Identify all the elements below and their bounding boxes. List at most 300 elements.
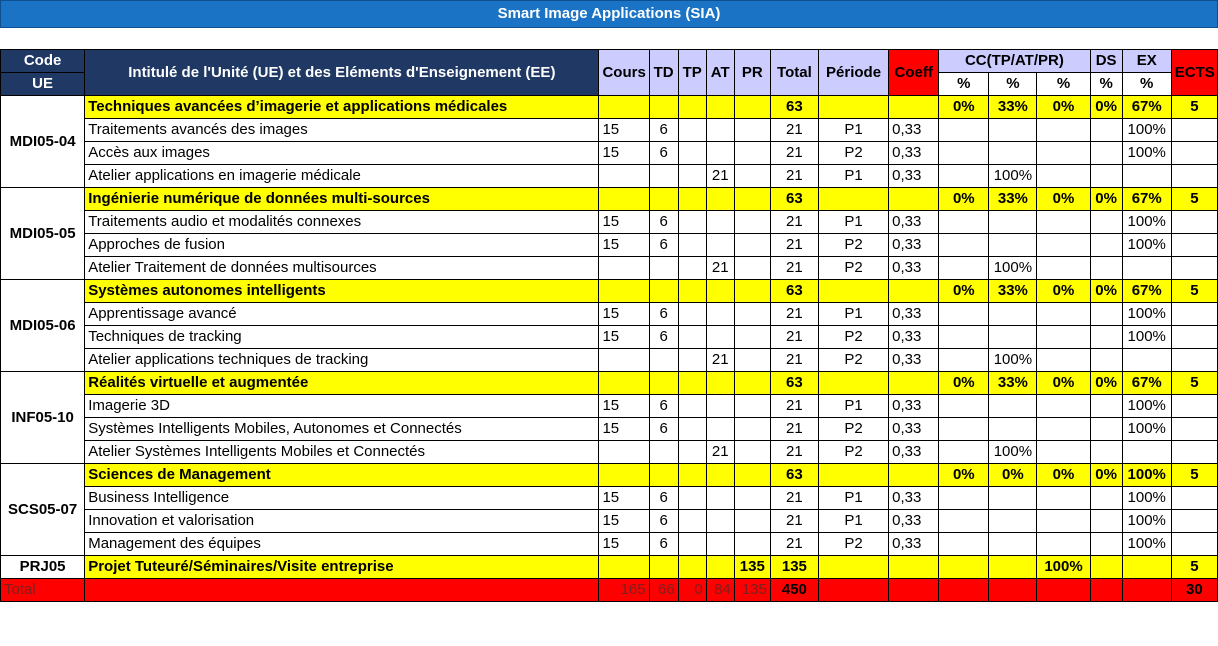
header-intitule: Intitulé de l'Unité (UE) et des Eléments d'Enseignement (EE) — [85, 50, 599, 96]
ee-cc-3 — [1037, 119, 1090, 142]
ee-cours: 15 — [599, 533, 649, 556]
ee-periode: P2 — [818, 257, 888, 280]
project-empty-cell — [889, 556, 939, 579]
header-td: TD — [649, 50, 678, 96]
ue-cc-1: 0% — [939, 372, 989, 395]
ee-row — [1, 165, 1218, 188]
ee-coeff: 0,33 — [889, 326, 939, 349]
ee-ds — [1090, 349, 1122, 372]
ee-cours: 15 — [599, 234, 649, 257]
ee-cc-3 — [1037, 211, 1090, 234]
project-title: Projet Tuteuré/Séminaires/Visite entreprise — [85, 556, 599, 579]
ee-row — [1, 257, 1218, 280]
totals-empty-cell — [1122, 579, 1171, 602]
ee-at — [706, 418, 734, 441]
ue-empty-cell — [649, 372, 678, 395]
ee-ects — [1171, 303, 1217, 326]
ue-empty-cell — [678, 372, 706, 395]
ee-ects — [1171, 533, 1217, 556]
ue-ex: 67% — [1122, 280, 1171, 303]
ee-cc-2 — [989, 487, 1037, 510]
ee-at — [706, 211, 734, 234]
ee-tp — [678, 165, 706, 188]
ue-row — [1, 188, 1218, 211]
ue-total: 63 — [770, 188, 818, 211]
project-code: PRJ05 — [1, 556, 85, 579]
header-ds-pct: % — [1090, 73, 1122, 96]
ue-cc-3: 0% — [1037, 372, 1090, 395]
totals-empty-cell — [1090, 579, 1122, 602]
ee-cc-1 — [939, 441, 989, 464]
ee-cours: 15 — [599, 418, 649, 441]
ee-title: Imagerie 3D — [85, 395, 599, 418]
totals-pr: 135 — [734, 579, 770, 602]
ee-ds — [1090, 487, 1122, 510]
ee-ex: 100% — [1122, 303, 1171, 326]
ee-pr — [734, 211, 770, 234]
ee-cours — [599, 441, 649, 464]
ee-coeff: 0,33 — [889, 395, 939, 418]
totals-label: Total — [1, 579, 85, 602]
ee-ex — [1122, 257, 1171, 280]
header-ex: EX — [1122, 50, 1171, 73]
header-at: AT — [706, 50, 734, 96]
ee-cc-2 — [989, 326, 1037, 349]
ee-td: 6 — [649, 533, 678, 556]
ue-total: 63 — [770, 280, 818, 303]
ee-cc-2 — [989, 234, 1037, 257]
ee-ds — [1090, 418, 1122, 441]
ee-periode: P2 — [818, 441, 888, 464]
ue-cc-2: 33% — [989, 372, 1037, 395]
ue-empty-cell — [649, 96, 678, 119]
ue-code: MDI05-06 — [1, 280, 85, 372]
ue-empty-cell — [818, 280, 888, 303]
ee-at — [706, 510, 734, 533]
ue-ds: 0% — [1090, 464, 1122, 487]
totals-tp: 0 — [678, 579, 706, 602]
project-cc-3: 100% — [1037, 556, 1090, 579]
ee-total: 21 — [770, 234, 818, 257]
ee-total: 21 — [770, 487, 818, 510]
ee-ex: 100% — [1122, 119, 1171, 142]
ee-title: Traitements audio et modalités connexes — [85, 211, 599, 234]
totals-total: 450 — [770, 579, 818, 602]
ee-pr — [734, 326, 770, 349]
ee-tp — [678, 418, 706, 441]
ue-title: Ingénierie numérique de données multi-sources — [85, 188, 599, 211]
ee-at — [706, 326, 734, 349]
ue-total: 63 — [770, 372, 818, 395]
ee-pr — [734, 165, 770, 188]
ue-ds: 0% — [1090, 188, 1122, 211]
ee-periode: P2 — [818, 326, 888, 349]
ee-cours: 15 — [599, 211, 649, 234]
ee-ex — [1122, 441, 1171, 464]
ue-empty-cell — [706, 280, 734, 303]
ue-empty-cell — [889, 96, 939, 119]
ue-empty-cell — [818, 464, 888, 487]
ee-ects — [1171, 418, 1217, 441]
ee-td: 6 — [649, 510, 678, 533]
ee-pr — [734, 487, 770, 510]
ee-cc-3 — [1037, 487, 1090, 510]
header-cc-pct-2: % — [989, 73, 1037, 96]
header-code: Code — [1, 50, 85, 73]
ee-tp — [678, 349, 706, 372]
ee-at: 21 — [706, 349, 734, 372]
ue-ex: 67% — [1122, 188, 1171, 211]
ee-cc-2 — [989, 418, 1037, 441]
ee-coeff: 0,33 — [889, 211, 939, 234]
ee-row — [1, 142, 1218, 165]
ee-total: 21 — [770, 349, 818, 372]
ue-empty-cell — [734, 280, 770, 303]
ee-coeff: 0,33 — [889, 487, 939, 510]
ee-cc-1 — [939, 142, 989, 165]
ee-pr — [734, 533, 770, 556]
project-empty-cell — [939, 556, 989, 579]
ue-empty-cell — [649, 188, 678, 211]
project-empty-cell — [599, 556, 649, 579]
ee-tp — [678, 142, 706, 165]
ee-cc-3 — [1037, 418, 1090, 441]
ee-pr — [734, 234, 770, 257]
ee-coeff: 0,33 — [889, 257, 939, 280]
ee-periode: P1 — [818, 510, 888, 533]
ue-empty-cell — [599, 96, 649, 119]
ue-title: Réalités virtuelle et augmentée — [85, 372, 599, 395]
ee-cc-1 — [939, 119, 989, 142]
ee-pr — [734, 418, 770, 441]
ee-cours: 15 — [599, 142, 649, 165]
ee-ects — [1171, 326, 1217, 349]
ee-coeff: 0,33 — [889, 533, 939, 556]
ee-cc-2 — [989, 510, 1037, 533]
ee-title: Management des équipes — [85, 533, 599, 556]
ue-code: MDI05-04 — [1, 96, 85, 188]
ee-ds — [1090, 510, 1122, 533]
ee-periode: P2 — [818, 142, 888, 165]
ue-ex: 100% — [1122, 464, 1171, 487]
ee-periode: P2 — [818, 418, 888, 441]
ue-ds: 0% — [1090, 96, 1122, 119]
ee-cours — [599, 165, 649, 188]
ee-periode: P2 — [818, 533, 888, 556]
sheet-title: Smart Image Applications (SIA) — [0, 0, 1218, 28]
ue-cc-1: 0% — [939, 464, 989, 487]
ue-code: INF05-10 — [1, 372, 85, 464]
totals-row — [1, 579, 1218, 602]
ee-row — [1, 119, 1218, 142]
ee-td: 6 — [649, 326, 678, 349]
ue-empty-cell — [678, 96, 706, 119]
ee-cc-3 — [1037, 234, 1090, 257]
ee-ects — [1171, 349, 1217, 372]
ee-ex: 100% — [1122, 142, 1171, 165]
header-cc-pct-3: % — [1037, 73, 1090, 96]
totals-at: 84 — [706, 579, 734, 602]
project-total: 135 — [770, 556, 818, 579]
ee-td: 6 — [649, 395, 678, 418]
ue-empty-cell — [649, 280, 678, 303]
ee-title: Atelier Traitement de données multisources — [85, 257, 599, 280]
ee-cc-2 — [989, 211, 1037, 234]
ee-cc-3 — [1037, 326, 1090, 349]
ee-cc-2 — [989, 533, 1037, 556]
ee-cours: 15 — [599, 326, 649, 349]
project-empty-cell — [649, 556, 678, 579]
ee-cc-1 — [939, 257, 989, 280]
ee-tp — [678, 533, 706, 556]
ue-empty-cell — [599, 188, 649, 211]
project-ects: 5 — [1171, 556, 1217, 579]
ee-periode: P2 — [818, 234, 888, 257]
ee-total: 21 — [770, 142, 818, 165]
ue-empty-cell — [889, 464, 939, 487]
header-total: Total — [770, 50, 818, 96]
ee-at: 21 — [706, 257, 734, 280]
ee-cc-1 — [939, 349, 989, 372]
ee-total: 21 — [770, 441, 818, 464]
ee-title: Systèmes Intelligents Mobiles, Autonomes et Connectés — [85, 418, 599, 441]
ee-ex: 100% — [1122, 533, 1171, 556]
header-cc-pct-1: % — [939, 73, 989, 96]
ee-total: 21 — [770, 257, 818, 280]
ee-ds — [1090, 165, 1122, 188]
ee-cc-3 — [1037, 395, 1090, 418]
ee-periode: P1 — [818, 487, 888, 510]
ue-empty-cell — [706, 372, 734, 395]
ee-cc-3 — [1037, 510, 1090, 533]
project-empty-cell — [818, 556, 888, 579]
ee-ects — [1171, 257, 1217, 280]
ee-ds — [1090, 257, 1122, 280]
totals-ects: 30 — [1171, 579, 1217, 602]
ee-ects — [1171, 395, 1217, 418]
ee-total: 21 — [770, 418, 818, 441]
ee-ects — [1171, 441, 1217, 464]
curriculum-table — [0, 49, 1218, 602]
ee-row — [1, 418, 1218, 441]
totals-cours: 165 — [599, 579, 649, 602]
ue-row — [1, 464, 1218, 487]
ee-title: Atelier applications en imagerie médicale — [85, 165, 599, 188]
ee-ds — [1090, 142, 1122, 165]
ee-at — [706, 303, 734, 326]
ue-ds: 0% — [1090, 372, 1122, 395]
ue-cc-3: 0% — [1037, 464, 1090, 487]
ee-coeff: 0,33 — [889, 234, 939, 257]
ee-cc-2 — [989, 303, 1037, 326]
ee-row — [1, 487, 1218, 510]
ee-ex: 100% — [1122, 234, 1171, 257]
ee-td: 6 — [649, 418, 678, 441]
ee-cc-1 — [939, 418, 989, 441]
ee-td: 6 — [649, 303, 678, 326]
ee-periode: P1 — [818, 303, 888, 326]
totals-empty-cell — [818, 579, 888, 602]
ee-coeff: 0,33 — [889, 303, 939, 326]
project-empty-cell — [1122, 556, 1171, 579]
totals-empty-cell — [989, 579, 1037, 602]
spacer-row — [0, 27, 1218, 50]
ee-cc-1 — [939, 303, 989, 326]
ee-at — [706, 119, 734, 142]
ee-cc-2: 100% — [989, 165, 1037, 188]
ue-cc-1: 0% — [939, 280, 989, 303]
ee-title: Atelier Systèmes Intelligents Mobiles et Connectés — [85, 441, 599, 464]
ee-periode: P1 — [818, 395, 888, 418]
ee-cc-1 — [939, 487, 989, 510]
ue-ects: 5 — [1171, 372, 1217, 395]
ue-title: Sciences de Management — [85, 464, 599, 487]
ee-coeff: 0,33 — [889, 165, 939, 188]
ue-cc-3: 0% — [1037, 280, 1090, 303]
ee-coeff: 0,33 — [889, 418, 939, 441]
ee-row — [1, 395, 1218, 418]
ee-ex: 100% — [1122, 326, 1171, 349]
ee-periode: P1 — [818, 165, 888, 188]
ee-cours: 15 — [599, 510, 649, 533]
totals-empty-cell — [85, 579, 599, 602]
ue-empty-cell — [818, 188, 888, 211]
ee-td — [649, 165, 678, 188]
ee-tp — [678, 487, 706, 510]
ue-title: Systèmes autonomes intelligents — [85, 280, 599, 303]
ue-ects: 5 — [1171, 96, 1217, 119]
project-empty-cell — [706, 556, 734, 579]
ee-tp — [678, 510, 706, 533]
ee-title: Atelier applications techniques de tracking — [85, 349, 599, 372]
ee-ds — [1090, 395, 1122, 418]
ee-cours: 15 — [599, 303, 649, 326]
ue-empty-cell — [599, 372, 649, 395]
header-pr: PR — [734, 50, 770, 96]
ee-at: 21 — [706, 441, 734, 464]
ee-tp — [678, 234, 706, 257]
ee-title: Approches de fusion — [85, 234, 599, 257]
totals-td: 66 — [649, 579, 678, 602]
header-cours: Cours — [599, 50, 649, 96]
ee-coeff: 0,33 — [889, 510, 939, 533]
ue-ects: 5 — [1171, 464, 1217, 487]
ee-cc-1 — [939, 165, 989, 188]
ue-ex: 67% — [1122, 372, 1171, 395]
ee-ex: 100% — [1122, 395, 1171, 418]
ee-pr — [734, 349, 770, 372]
ee-td: 6 — [649, 234, 678, 257]
ue-empty-cell — [678, 280, 706, 303]
ee-at — [706, 234, 734, 257]
ee-cc-2: 100% — [989, 257, 1037, 280]
ue-empty-cell — [818, 372, 888, 395]
ue-empty-cell — [706, 188, 734, 211]
ee-cc-1 — [939, 211, 989, 234]
ee-tp — [678, 441, 706, 464]
ee-ex — [1122, 349, 1171, 372]
ee-cc-2: 100% — [989, 349, 1037, 372]
ee-row — [1, 441, 1218, 464]
ee-ds — [1090, 119, 1122, 142]
ue-row — [1, 372, 1218, 395]
ue-empty-cell — [678, 464, 706, 487]
ue-ects: 5 — [1171, 280, 1217, 303]
ee-pr — [734, 257, 770, 280]
ee-total: 21 — [770, 326, 818, 349]
ee-title: Traitements avancés des images — [85, 119, 599, 142]
ee-ds — [1090, 533, 1122, 556]
ee-pr — [734, 119, 770, 142]
ee-row — [1, 326, 1218, 349]
ee-td: 6 — [649, 119, 678, 142]
ee-cc-2 — [989, 395, 1037, 418]
ue-empty-cell — [818, 96, 888, 119]
ee-ds — [1090, 211, 1122, 234]
ee-at: 21 — [706, 165, 734, 188]
ee-td: 6 — [649, 211, 678, 234]
ee-cc-3 — [1037, 533, 1090, 556]
ee-td: 6 — [649, 142, 678, 165]
ee-ds — [1090, 234, 1122, 257]
ee-cc-1 — [939, 326, 989, 349]
header-ue: UE — [1, 73, 85, 96]
ee-ds — [1090, 326, 1122, 349]
ue-total: 63 — [770, 464, 818, 487]
header-periode: Période — [818, 50, 888, 96]
ee-ex — [1122, 165, 1171, 188]
ue-cc-2: 33% — [989, 188, 1037, 211]
ee-cours — [599, 257, 649, 280]
project-row — [1, 556, 1218, 579]
ee-cours: 15 — [599, 395, 649, 418]
ue-empty-cell — [599, 464, 649, 487]
ee-pr — [734, 303, 770, 326]
ee-title: Apprentissage avancé — [85, 303, 599, 326]
ee-ds — [1090, 303, 1122, 326]
ue-total: 63 — [770, 96, 818, 119]
ue-empty-cell — [889, 280, 939, 303]
ue-cc-1: 0% — [939, 188, 989, 211]
ee-cc-2 — [989, 142, 1037, 165]
ue-empty-cell — [678, 188, 706, 211]
ee-td — [649, 349, 678, 372]
ee-cc-2 — [989, 119, 1037, 142]
ee-tp — [678, 303, 706, 326]
ee-tp — [678, 326, 706, 349]
ee-coeff: 0,33 — [889, 119, 939, 142]
ee-tp — [678, 119, 706, 142]
ee-ex: 100% — [1122, 418, 1171, 441]
ee-cc-1 — [939, 234, 989, 257]
ee-periode: P1 — [818, 211, 888, 234]
ee-tp — [678, 395, 706, 418]
ee-total: 21 — [770, 395, 818, 418]
ee-cc-3 — [1037, 349, 1090, 372]
header-ects: ECTS — [1171, 50, 1217, 96]
ee-at — [706, 533, 734, 556]
ee-cc-3 — [1037, 165, 1090, 188]
header-ds: DS — [1090, 50, 1122, 73]
ee-coeff: 0,33 — [889, 142, 939, 165]
ue-empty-cell — [889, 372, 939, 395]
ue-ex: 67% — [1122, 96, 1171, 119]
ue-code: SCS05-07 — [1, 464, 85, 556]
ue-empty-cell — [706, 96, 734, 119]
ee-title: Accès aux images — [85, 142, 599, 165]
header-tp: TP — [678, 50, 706, 96]
ee-tp — [678, 211, 706, 234]
